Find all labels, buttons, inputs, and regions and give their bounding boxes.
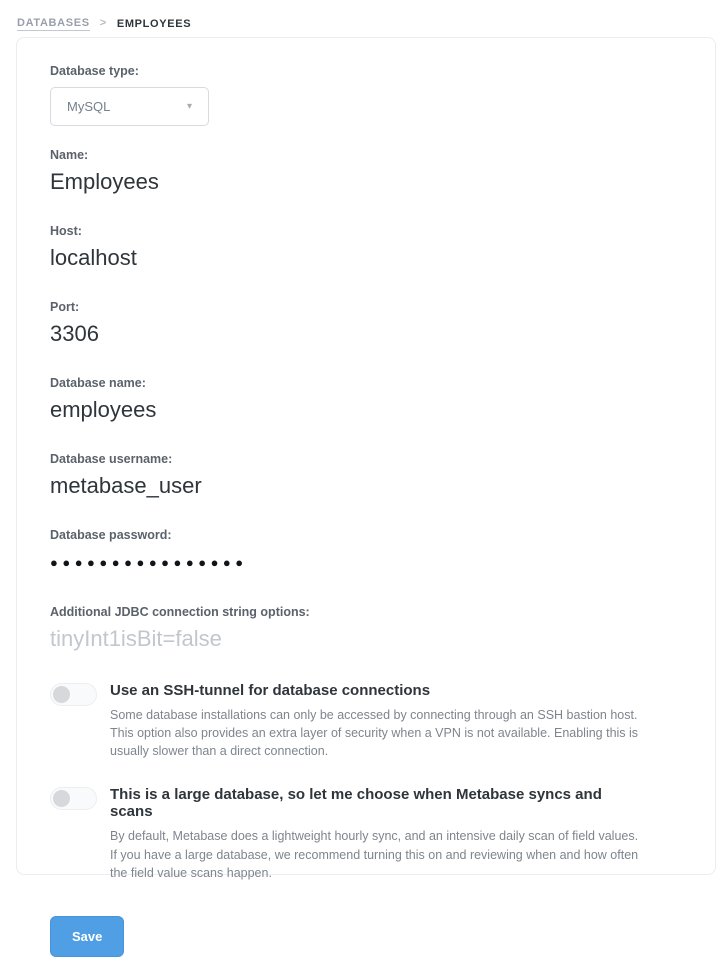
database-type-select[interactable]	[50, 87, 209, 126]
ssh-tunnel-text	[110, 682, 642, 760]
database-name-field	[50, 376, 682, 427]
ssh-tunnel-title: Use an SSH-tunnel for database connections	[110, 682, 431, 699]
name-field	[50, 148, 682, 199]
large-database-toggle[interactable]	[50, 787, 97, 810]
breadcrumb-separator-icon: >	[99, 16, 107, 29]
port-field	[50, 300, 682, 351]
database-form-card	[16, 37, 716, 944]
large-database-section	[50, 786, 682, 881]
database-name-label: Database name:	[50, 376, 146, 390]
name-label: Name:	[50, 148, 89, 162]
ssh-tunnel-section	[50, 682, 682, 760]
jdbc-options-input[interactable]	[50, 624, 610, 656]
database-type-selected-value: MySQL	[67, 99, 111, 114]
database-password-input[interactable]	[50, 547, 610, 580]
jdbc-options-label: Additional JDBC connection string options:	[50, 605, 310, 619]
port-label: Port:	[50, 300, 80, 314]
database-username-field	[50, 452, 682, 503]
large-database-toggle-knob	[53, 790, 70, 807]
ssh-tunnel-description: Some database installations can only be accessed by connecting through an SSH bastion host. This option also provides an extra layer of security when a VPN is not available. Enabling this is usually slower than a direct connection.	[110, 708, 639, 759]
breadcrumb-link-databases[interactable]: DATABASES	[17, 16, 90, 29]
database-type-field	[50, 64, 682, 126]
database-name-input[interactable]	[50, 395, 610, 427]
host-input[interactable]	[50, 243, 610, 275]
large-database-description: By default, Metabase does a lightweight hourly sync, and an intensive daily scan of field values. If you have a large database, we recommend turning this on and reviewing when and how often the field value scans happen.	[110, 829, 639, 880]
large-database-text	[110, 786, 642, 881]
host-label: Host:	[50, 224, 82, 238]
name-input[interactable]	[50, 167, 610, 199]
database-username-input[interactable]	[50, 471, 610, 503]
save-button[interactable]: Save	[50, 916, 124, 957]
breadcrumb	[0, 0, 694, 34]
ssh-tunnel-toggle[interactable]	[50, 683, 97, 706]
database-password-field	[50, 528, 682, 580]
database-password-label: Database password:	[50, 528, 172, 542]
port-input[interactable]	[50, 319, 610, 351]
ssh-tunnel-toggle-knob	[53, 686, 70, 703]
database-username-label: Database username:	[50, 452, 173, 466]
large-database-title: This is a large database, so let me choose when Metabase syncs and scans	[110, 786, 602, 821]
host-field	[50, 224, 682, 275]
jdbc-options-field	[50, 605, 682, 656]
chevron-down-icon: ▾	[186, 101, 192, 112]
database-type-label: Database type:	[50, 64, 139, 78]
breadcrumb-current-employees: EMPLOYEES	[116, 17, 192, 30]
